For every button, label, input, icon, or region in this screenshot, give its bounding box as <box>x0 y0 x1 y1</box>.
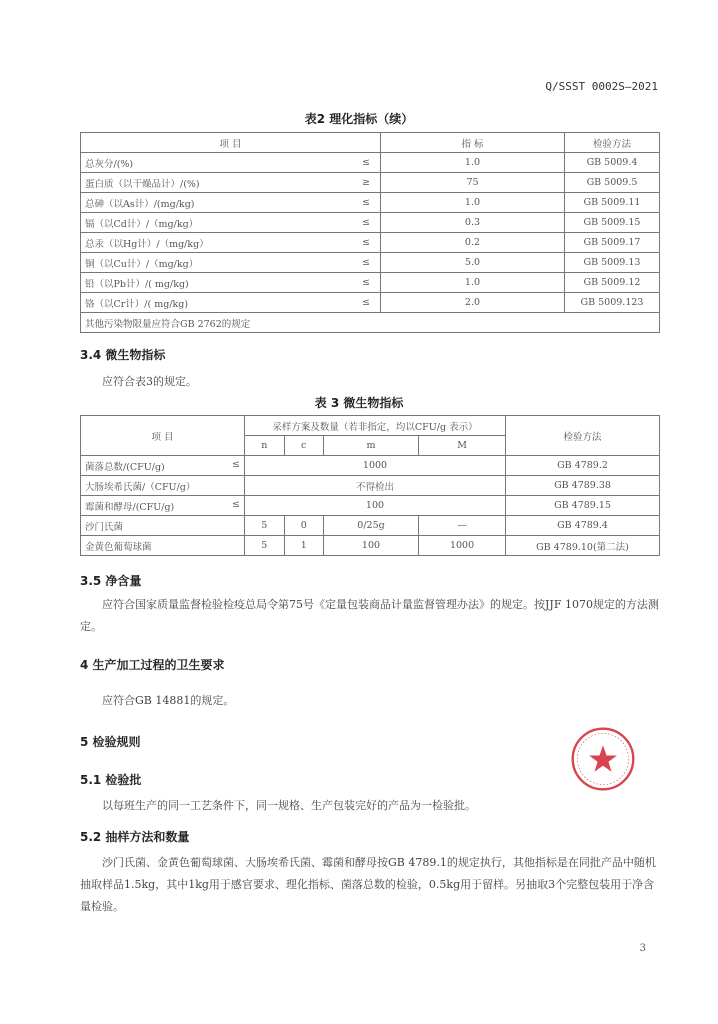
cell-limit: 100 <box>245 496 506 516</box>
cell-item <box>81 456 245 476</box>
cell-method: GB 5009.15 <box>564 213 659 233</box>
header-limit: 指 标 <box>380 133 564 153</box>
cell-c: 0 <box>284 516 323 536</box>
cell-operator: ≤ <box>352 273 381 293</box>
cell-limit: 0.2 <box>380 233 564 253</box>
cell-limit: 1.0 <box>380 153 564 173</box>
table-row <box>81 193 660 213</box>
cell-method: GB 5009.11 <box>564 193 659 213</box>
cell-method: GB 4789.4 <box>506 516 660 536</box>
item-label: 菌落总数/(CFU/g) <box>85 461 165 473</box>
table-row <box>81 476 660 496</box>
table-header-row <box>81 133 660 153</box>
page-number: 3 <box>639 943 646 954</box>
cell-method: GB 5009.17 <box>564 233 659 253</box>
cell-limit: 5.0 <box>380 253 564 273</box>
header-method: 检验方法 <box>506 416 660 456</box>
section-5-2-title: 5.2 抽样方法和数量 <box>80 830 190 844</box>
cell-item: 铜（以Cu计）/（mg/kg） <box>81 253 352 273</box>
company-seal-stamp <box>570 726 636 792</box>
table3 <box>80 415 660 556</box>
cell-item: 总汞（以Hg计）/（mg/kg） <box>81 233 352 253</box>
cell-m: 100 <box>323 536 418 556</box>
header-item: 项 目 <box>81 133 381 153</box>
cell-method: GB 5009.123 <box>564 293 659 313</box>
section-4-title: 4 生产加工过程的卫生要求 <box>80 658 225 672</box>
section-5-title: 5 检验规则 <box>80 735 141 749</box>
operator: ≤ <box>232 498 240 510</box>
cell-operator: ≤ <box>352 213 381 233</box>
table-row <box>81 456 660 476</box>
cell-item: 铬（以Cr计）/( mg/kg) <box>81 293 352 313</box>
cell-n: 5 <box>245 516 285 536</box>
cell-method: GB 5009.5 <box>564 173 659 193</box>
cell-method: GB 4789.2 <box>506 456 660 476</box>
cell-m: 0/25g <box>323 516 418 536</box>
table-row <box>81 153 660 173</box>
cell-item: 蛋白质（以干燥品计）/(%) <box>81 173 352 193</box>
cell-limit: 不得检出 <box>245 476 506 496</box>
cell-item: 总灰分/(%) <box>81 153 352 173</box>
table2 <box>80 132 660 333</box>
cell-limit: 1000 <box>245 456 506 476</box>
operator: ≤ <box>232 458 240 470</box>
table-row <box>81 516 660 536</box>
cell-limit: 0.3 <box>380 213 564 233</box>
cell-operator: ≤ <box>352 293 381 313</box>
cell-M: 1000 <box>419 536 506 556</box>
sub-header-n: n <box>245 436 285 456</box>
cell-method: GB 5009.13 <box>564 253 659 273</box>
header-item: 项 目 <box>81 416 245 456</box>
section-3-4-title: 3.4 微生物指标 <box>80 348 166 362</box>
table-row <box>81 213 660 233</box>
cell-item: 铅（以Pb计）/( mg/kg) <box>81 273 352 293</box>
cell-operator: ≤ <box>352 153 381 173</box>
cell-method: GB 5009.4 <box>564 153 659 173</box>
cell-method: GB 4789.10(第二法) <box>506 536 660 556</box>
cell-item <box>81 496 245 516</box>
cell-n: 5 <box>245 536 285 556</box>
table-row <box>81 273 660 293</box>
cell-method: GB 4789.38 <box>506 476 660 496</box>
sub-header-c: c <box>284 436 323 456</box>
table-row <box>81 293 660 313</box>
section-5-2-text: 沙门氏菌、金黄色葡萄球菌、大肠埃希氏菌、霉菌和酵母按GB 4789.1的规定执行，其他指标是在同批产品中随机抽取样品1.5kg，其中1kg用于感官要求、理化指标、菌落总数的检验，0.5kg用于留样。另抽取3个完整包装用于净含量检验。 <box>80 856 656 913</box>
section-5-1-text: 以每班生产的同一工艺条件下，同一规格、生产包装完好的产品为一检验批。 <box>102 799 476 812</box>
table3-caption: 表 3 微生物指标 <box>314 396 404 410</box>
cell-limit: 2.0 <box>380 293 564 313</box>
table-row <box>81 173 660 193</box>
section-5-1-title: 5.1 检验批 <box>80 773 142 787</box>
cell-item: 金黄色葡萄球菌 <box>81 536 245 556</box>
table-row <box>81 253 660 273</box>
cell-item: 沙门氏菌 <box>81 516 245 536</box>
header-method: 检验方法 <box>564 133 659 153</box>
sub-header-M: M <box>419 436 506 456</box>
section-4-text: 应符合GB 14881的规定。 <box>102 694 235 707</box>
cell-operator: ≤ <box>352 193 381 213</box>
cell-item: 总砷（以As计）/(mg/kg) <box>81 193 352 213</box>
table-row <box>81 536 660 556</box>
table-row <box>81 233 660 253</box>
section-3-5-title: 3.5 净含量 <box>80 574 142 588</box>
cell-method: GB 5009.12 <box>564 273 659 293</box>
cell-operator: ≤ <box>352 253 381 273</box>
item-label: 大肠埃希氏菌/（CFU/g） <box>85 481 196 493</box>
cell-item: 镉（以Cd计）/（mg/kg） <box>81 213 352 233</box>
section-3-4-text: 应符合表3的规定。 <box>102 375 197 388</box>
item-label: 霉菌和酵母/(CFU/g) <box>85 501 175 513</box>
cell-method: GB 4789.15 <box>506 496 660 516</box>
standard-number: Q/SSST 0002S—2021 <box>545 80 658 93</box>
cell-limit: 75 <box>380 173 564 193</box>
cell-limit: 1.0 <box>380 193 564 213</box>
cell-item <box>81 476 245 496</box>
header-sampling-plan: 采样方案及数量（若非指定，均以CFU/g 表示） <box>245 416 506 436</box>
cell-operator: ≤ <box>352 233 381 253</box>
sub-header-m: m <box>323 436 418 456</box>
cell-M: — <box>419 516 506 536</box>
cell-c: 1 <box>284 536 323 556</box>
table2-caption: 表2 理化指标（续） <box>304 112 414 126</box>
table-row <box>81 496 660 516</box>
cell-operator: ≥ <box>352 173 381 193</box>
table2-footer: 其他污染物限量应符合GB 2762的规定 <box>81 313 660 333</box>
cell-limit: 1.0 <box>380 273 564 293</box>
section-3-5-text: 应符合国家质量监督检验检疫总局令第75号《定量包装商品计量监督管理办法》的规定。按JJF 1070规定的方法测定。 <box>80 598 659 633</box>
